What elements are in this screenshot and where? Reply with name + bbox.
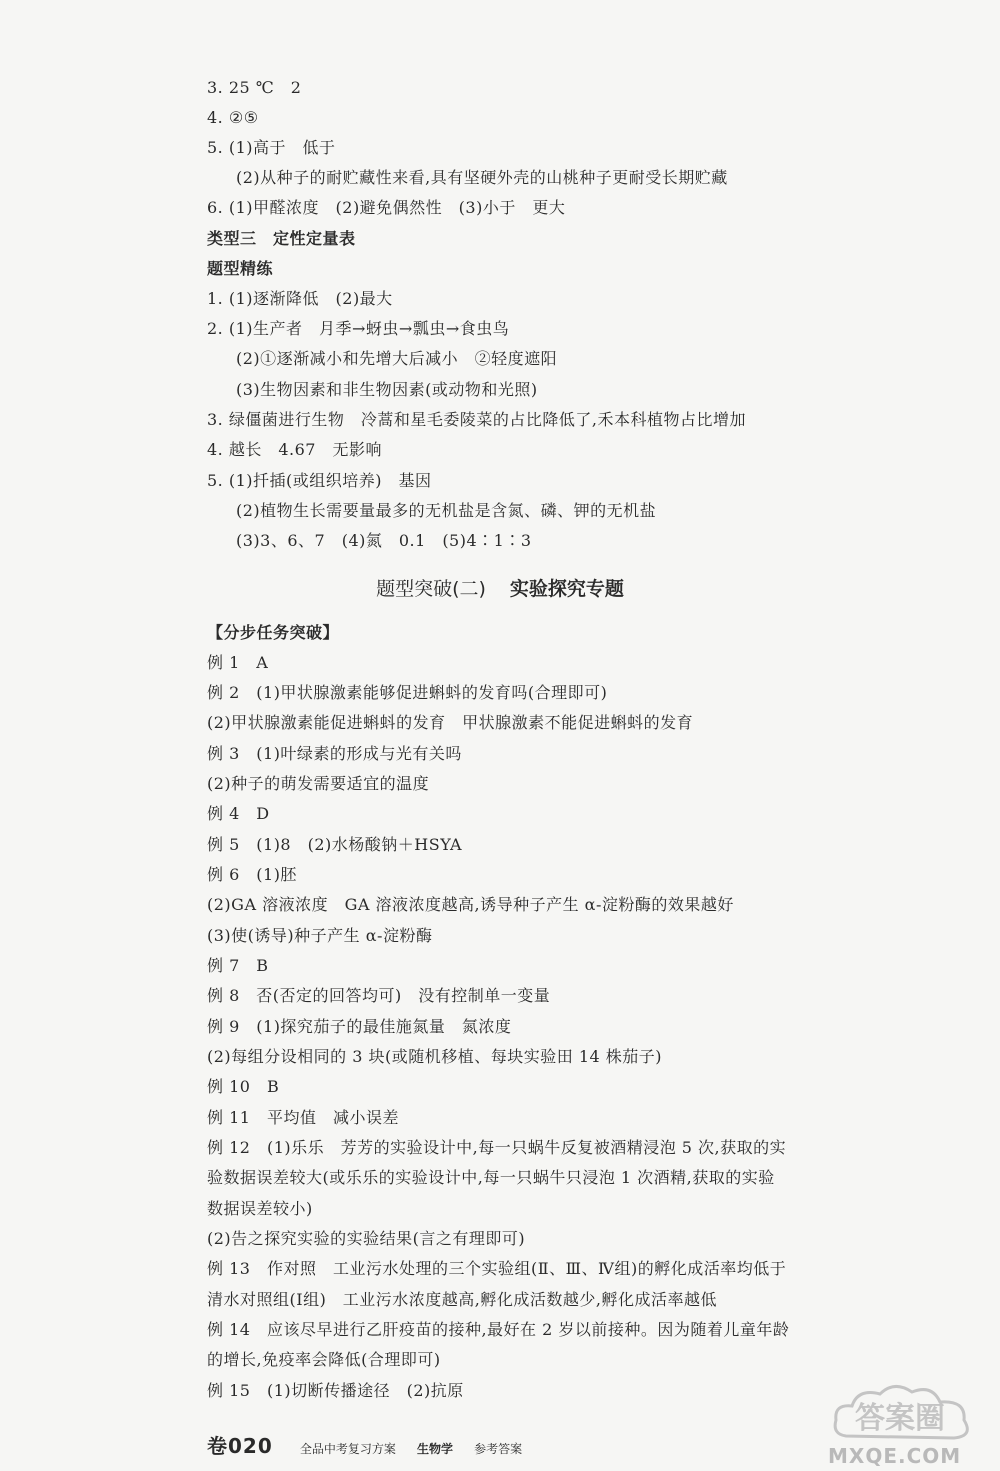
answer-line: 【分步任务突破】 bbox=[207, 623, 340, 642]
answer-line: 例 12 (1)乐乐 芳芳的实验设计中,每一只蜗牛反复被酒精浸泡 5 次,获取的实 bbox=[207, 1138, 787, 1157]
answer-line: 例 9 (1)探究茄子的最佳施氮量 氮浓度 bbox=[207, 1017, 512, 1036]
answer-line: 例 11 平均值 减小误差 bbox=[207, 1108, 399, 1127]
section-title bbox=[0, 577, 1000, 601]
answer-line: 例 8 否(否定的回答均可) 没有控制单一变量 bbox=[207, 986, 551, 1005]
answer-line: (3)生物因素和非生物因素(或动物和光照) bbox=[236, 380, 538, 399]
answer-line: 例 5 (1)8 (2)水杨酸钠＋HSYA bbox=[207, 835, 463, 854]
answer-line: 例 3 (1)叶绿素的形成与光有关吗 bbox=[207, 744, 462, 763]
answer-line: 例 10 B bbox=[207, 1077, 280, 1096]
answer-line: 清水对照组(Ⅰ组) 工业污水浓度越高,孵化成活数越少,孵化成活率越低 bbox=[207, 1290, 717, 1309]
section-title-part1: 题型突破(二) bbox=[376, 578, 486, 600]
answer-line: (2)每组分设相同的 3 块(或随机移植、每块实验田 14 株茄子) bbox=[207, 1047, 663, 1066]
answer-line: 5. (1)扦插(或组织培养) 基因 bbox=[207, 471, 432, 490]
answer-line: 例 14 应该尽早进行乙肝疫苗的接种,最好在 2 岁以前接种。因为随着儿童年龄 bbox=[207, 1320, 790, 1339]
page-number: 卷020 bbox=[207, 1434, 273, 1458]
answer-line: 的增长,免疫率会降低(合理即可) bbox=[207, 1350, 441, 1369]
answer-line: 例 15 (1)切断传播途径 (2)抗原 bbox=[207, 1381, 464, 1400]
answer-line: 题型精练 bbox=[207, 259, 274, 278]
answer-line: 例 6 (1)胚 bbox=[207, 865, 297, 884]
answer-line: 4. 越长 4.67 无影响 bbox=[207, 440, 382, 459]
section-title-part2: 实验探究专题 bbox=[509, 578, 624, 600]
answer-line: 例 2 (1)甲状腺激素能够促进蝌蚪的发育吗(合理即可) bbox=[207, 683, 608, 702]
page-footer bbox=[207, 1430, 538, 1459]
watermark-site: MXQE.COM bbox=[828, 1444, 962, 1468]
watermark-logo-text: 答案圈 bbox=[855, 1401, 945, 1436]
answer-line: (2)告之探究实验的实验结果(言之有理即可) bbox=[207, 1229, 526, 1248]
watermark-logo bbox=[828, 1378, 978, 1448]
answer-line: 3. 绿僵菌进行生物 冷蒿和星毛委陵菜的占比降低了,禾本科植物占比增加 bbox=[207, 410, 746, 429]
answer-line: (3)使(诱导)种子产生 α-淀粉酶 bbox=[207, 926, 433, 945]
answer-line: 验数据误差较大(或乐乐的实验设计中,每一只蜗牛只浸泡 1 次酒精,获取的实验 bbox=[207, 1168, 775, 1187]
answer-line: 5. (1)高于 低于 bbox=[207, 138, 336, 157]
answer-line: (2)种子的萌发需要适宜的温度 bbox=[207, 774, 430, 793]
answer-line: (2)植物生长需要量最多的无机盐是含氮、磷、钾的无机盐 bbox=[236, 501, 657, 520]
answer-line: 3. 25 ℃ 2 bbox=[207, 78, 302, 97]
answer-line: (2)GA 溶液浓度 GA 溶液浓度越高,诱导种子产生 α-淀粉酶的效果越好 bbox=[207, 895, 734, 914]
answer-line: 数据误差较小) bbox=[207, 1199, 313, 1218]
answer-line: 类型三 定性定量表 bbox=[207, 229, 356, 248]
answer-line: 4. ②⑤ bbox=[207, 108, 259, 127]
answer-line: 1. (1)逐渐降低 (2)最大 bbox=[207, 289, 393, 308]
answer-line: 例 4 D bbox=[207, 804, 270, 823]
answer-line: 例 13 作对照 工业污水处理的三个实验组(Ⅱ、Ⅲ、Ⅳ组)的孵化成活率均低于 bbox=[207, 1259, 787, 1278]
footer-book-title: 全品中考复习方案 bbox=[299, 1442, 396, 1456]
answer-line: 2. (1)生产者 月季→蚜虫→瓢虫→食虫鸟 bbox=[207, 319, 510, 338]
answer-line: (2)从种子的耐贮藏性来看,具有坚硬外壳的山桃种子更耐受长期贮藏 bbox=[236, 168, 728, 187]
answer-line: 例 7 B bbox=[207, 956, 269, 975]
answer-line: (2)甲状腺激素能促进蝌蚪的发育 甲状腺激素不能促进蝌蚪的发育 bbox=[207, 713, 694, 732]
footer-section: 参考答案 bbox=[474, 1442, 523, 1456]
footer-subject: 生物学 bbox=[416, 1442, 453, 1456]
answer-line: (3)3、6、7 (4)氮 0.1 (5)4∶1∶3 bbox=[236, 531, 532, 550]
answer-line: (2)①逐渐减小和先增大后减小 ②轻度遮阳 bbox=[236, 349, 558, 368]
answer-line: 例 1 A bbox=[207, 653, 269, 672]
answer-line: 6. (1)甲醛浓度 (2)避免偶然性 (3)小于 更大 bbox=[207, 198, 566, 217]
